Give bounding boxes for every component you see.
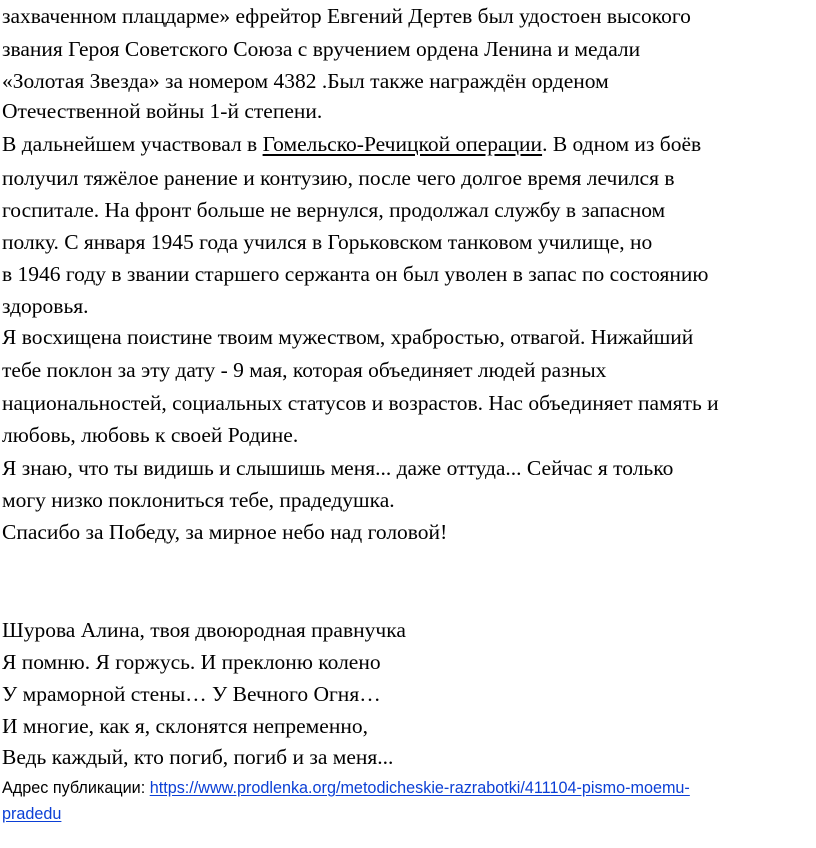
paragraph-4-line-1: Я знаю, что ты видишь и слышишь меня... даже оттуда... Сейчас я только (2, 456, 674, 480)
poem-line-4: Ведь каждый, кто погиб, погиб и за меня... (2, 745, 394, 769)
paragraph-3-line-4: любовь, любовь к своей Родине. (2, 423, 299, 447)
paragraph-2-line-1 (2, 130, 701, 158)
paragraph-1-line-3: «Золотая Звезда» за номером 4382 .Был также награждён орденом (2, 69, 609, 93)
paragraph-2-line-3: госпитале. На фронт больше не вернулся, продолжал службу в запасном (2, 198, 666, 222)
paragraph-3-line-3: национальностей, социальных статусов и возрастов. Нас объединяет память и (2, 391, 719, 415)
publication-url-link[interactable]: https://www.prodlenka.org/metodicheskie-razrabotki/411104-pismo-moemu- (149, 779, 690, 797)
publication-url-link-continuation[interactable]: pradedu (2, 805, 62, 823)
paragraph-2-line-5: в 1946 году в звании старшего сержанта он был уволен в запас по состоянию (2, 262, 709, 286)
signature: Шурова Алина, твоя двоюродная правнучка (2, 618, 406, 642)
paragraph-4-line-2: могу низко поклониться тебе, прадедушка. (2, 488, 395, 512)
paragraph-1-line-1: захваченном плацдарме» ефрейтор Евгений Дертев был удостоен высокого (2, 4, 691, 28)
publication-address-line (2, 776, 690, 800)
publication-address-line-2 (2, 802, 61, 826)
paragraph-3-line-1: Я восхищена поистине твоим мужеством, храбростью, отвагой. Нижайший (2, 325, 694, 349)
paragraph-2-text-suffix: . В одном из боёв (542, 132, 702, 156)
poem-line-1: Я помню. Я горжусь. И преклоню колено (2, 650, 381, 674)
paragraph-1-line-2: звания Героя Советского Союза с вручением ордена Ленина и медали (2, 37, 641, 61)
paragraph-2-line-6: здоровья. (2, 294, 89, 318)
paragraph-5-line-1: Спасибо за Победу, за мирное небо над головой! (2, 520, 448, 544)
paragraph-2-line-2: получил тяжёлое ранение и контузию, после чего долгое время лечился в (2, 166, 675, 190)
paragraph-3-line-2: тебе поклон за эту дату - 9 мая, которая объединяет людей разных (2, 358, 607, 382)
paragraph-2-text-prefix: В дальнейшем участвовал в (2, 132, 263, 156)
paragraph-2-line-4: полку. С января 1945 года учился в Горьковском танковом училище, но (2, 230, 653, 254)
operation-link[interactable]: Гомельско-Речицкой операции (262, 132, 543, 156)
publication-address-label: Адрес публикации: (2, 779, 150, 797)
paragraph-1-line-4: Отечественной войны 1-й степени. (2, 99, 323, 123)
poem-line-3: И многие, как я, склонятся непременно, (2, 714, 368, 738)
poem-line-2: У мраморной стены… У Вечного Огня… (2, 682, 381, 706)
